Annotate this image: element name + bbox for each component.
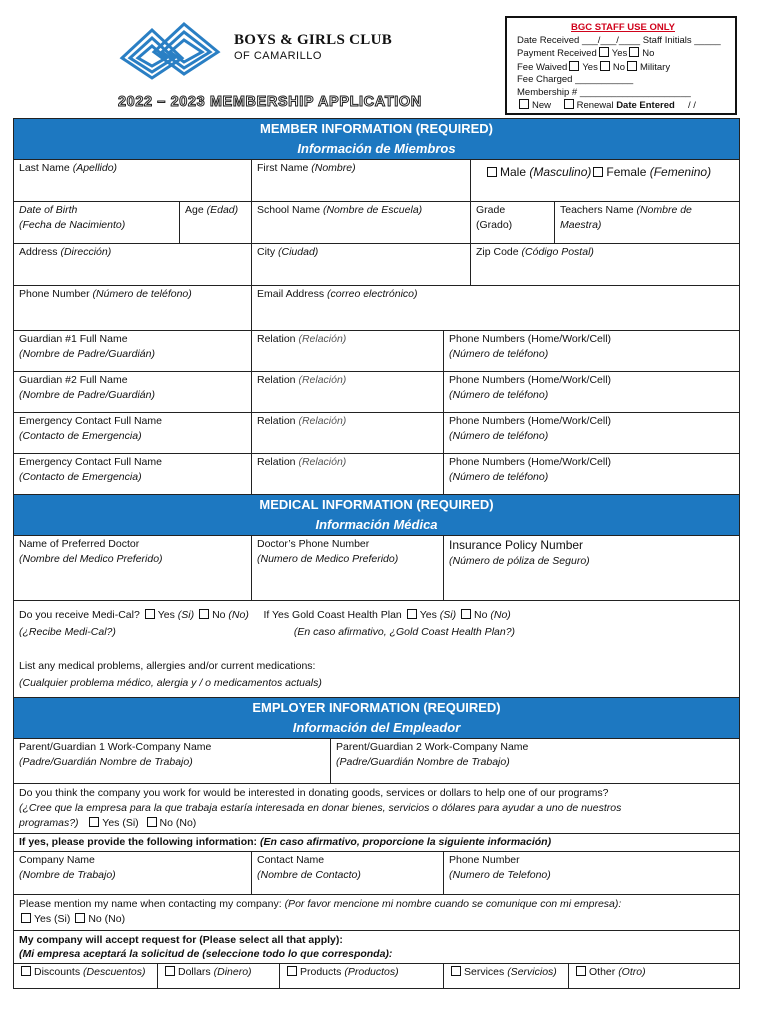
medi-cal-yes-checkbox[interactable]: [145, 609, 155, 619]
dob-row: [14, 201, 739, 243]
contact-name-field[interactable]: Guardian #2 Full Name (Nombre de Padre/Guardián): [14, 372, 252, 412]
name-row: [14, 159, 739, 201]
services-checkbox[interactable]: [451, 966, 461, 976]
contact-phone-field[interactable]: Phone Numbers (Home/Work/Cell) (Número de teléfono): [449, 374, 612, 401]
employer-section-header: [14, 697, 739, 738]
payment-yes-checkbox[interactable]: [599, 47, 609, 57]
medi-cal-question-es: (¿Recibe Medi-Cal?) (En caso afirmativo, ¿Gold Coast Health Plan?): [19, 626, 516, 638]
contact-row: [14, 330, 739, 371]
option-discounts[interactable]: Discounts (Descuentos): [14, 964, 158, 988]
teacher-field[interactable]: Teachers Name (Nombre de Maestra): [560, 204, 692, 231]
option-services[interactable]: Services (Servicios): [444, 964, 569, 988]
contact-row: [14, 412, 739, 453]
grade-field[interactable]: Grade (Grado): [471, 202, 555, 243]
medical-section-title: MEDICAL INFORMATION (REQUIRED): [259, 497, 494, 512]
option-products[interactable]: Products (Productos): [280, 964, 444, 988]
employer-section-title: EMPLOYER INFORMATION (REQUIRED): [252, 700, 501, 715]
doctor-name-field[interactable]: Name of Preferred Doctor (Nombre del Medico Preferido): [14, 536, 252, 600]
medical-problems-label-es: (Cualquier problema médico, alergia y / o medicamentos actuals): [19, 677, 322, 689]
donate-no-checkbox[interactable]: [147, 817, 157, 827]
contact-row: [14, 453, 739, 494]
last-name-field[interactable]: Last Name (Apellido): [14, 160, 252, 201]
medical-section-header: [14, 494, 739, 535]
waived-yes-checkbox[interactable]: [569, 61, 579, 71]
male-checkbox[interactable]: [487, 167, 497, 177]
phone-row: [14, 285, 739, 330]
gender-field: Male (Masculino) Female (Femenino): [471, 160, 739, 201]
club-logo: [118, 18, 418, 80]
contact-phone-field[interactable]: Phone Numbers (Home/Work/Cell) (Número de teléfono): [449, 456, 612, 483]
staff-line-fee-waived: Fee Waived Yes No Military: [517, 61, 671, 73]
first-name-field[interactable]: First Name (Nombre): [252, 160, 471, 201]
application-title: 2022 – 2023 MEMBERSHIP APPLICATION: [118, 94, 422, 110]
relation-field[interactable]: Relation (Relación): [252, 454, 444, 494]
company-contact-row: [14, 851, 739, 894]
org-subtitle: OF CAMARILLO: [234, 50, 322, 62]
member-section-title: MEMBER INFORMATION (REQUIRED): [259, 121, 494, 136]
doctor-row: [14, 535, 739, 600]
application-form: [13, 118, 740, 989]
staff-line-date[interactable]: Date Received ___/___/____ Staff Initials _____: [517, 34, 721, 46]
contact-row: [14, 371, 739, 412]
renewal-checkbox[interactable]: [564, 99, 574, 109]
donate-yes-checkbox[interactable]: [89, 817, 99, 827]
guardian1-company-field[interactable]: Parent/Guardian 1 Work-Company Name (Padre/Guardián Nombre de Trabajo): [14, 739, 331, 783]
zip-field[interactable]: Zip Code (Código Postal): [476, 246, 594, 258]
phone-field[interactable]: Phone Number (Número de teléfono): [14, 286, 252, 330]
option-dollars[interactable]: Dollars (Dinero): [158, 964, 280, 988]
donate-question: Do you think the company you work for would be interested in donating goods, services or dollars to help one of our programs? (¿Cree que la empresa para la que trabaja estaría interesada en donar bienes, servicios o dólares para ayudar a uno de nuestros programas?) Yes (Si) No (No): [14, 783, 739, 833]
contact-name-field[interactable]: Contact Name (Nombre de Contacto): [252, 852, 444, 894]
new-checkbox[interactable]: [519, 99, 529, 109]
payment-no-checkbox[interactable]: [629, 47, 639, 57]
contact-name-field[interactable]: Emergency Contact Full Name (Contacto de Emergencia): [14, 454, 252, 494]
relation-field[interactable]: Relation (Relación): [252, 331, 444, 371]
guardian2-company-field[interactable]: Parent/Guardian 2 Work-Company Name (Padre/Guardián Nombre de Trabajo): [336, 741, 529, 768]
products-checkbox[interactable]: [287, 966, 297, 976]
work-company-row: [14, 738, 739, 783]
company-name-field[interactable]: Company Name (Nombre de Trabajo): [14, 852, 252, 894]
member-section-subtitle: Información de Miembros: [297, 141, 456, 156]
medi-cal-question: Do you receive Medi-Cal? Yes (Si) No (No) If Yes Gold Coast Health Plan Yes (Si) No (No): [19, 609, 511, 621]
contact-name-field[interactable]: Guardian #1 Full Name (Nombre de Padre/Guardián): [14, 331, 252, 371]
member-section-header: [14, 119, 739, 159]
gold-coast-no-checkbox[interactable]: [461, 609, 471, 619]
gold-coast-yes-checkbox[interactable]: [407, 609, 417, 619]
staff-line-status: New Renewal Date Entered / /: [517, 99, 729, 113]
address-field[interactable]: Address (Dirección): [14, 244, 252, 285]
insurance-field[interactable]: Insurance Policy Number (Número de póliza de Seguro): [449, 538, 590, 567]
discounts-checkbox[interactable]: [21, 966, 31, 976]
dollars-checkbox[interactable]: [165, 966, 175, 976]
staff-box-title: BGC STAFF USE ONLY: [571, 22, 675, 33]
mention-no-checkbox[interactable]: [75, 913, 85, 923]
female-checkbox[interactable]: [593, 167, 603, 177]
staff-line-fee-charged[interactable]: Fee Charged ___________: [517, 74, 634, 85]
contact-name-field[interactable]: Emergency Contact Full Name (Contacto de Emergencia): [14, 413, 252, 453]
if-yes-label: If yes, please provide the following information: (En caso afirmativo, proporcione la siguiente información): [14, 833, 739, 851]
address-row: [14, 243, 739, 285]
dob-field[interactable]: Date of Birth (Fecha de Nacimiento): [14, 202, 180, 243]
medical-section-subtitle: Información Médica: [315, 517, 438, 532]
relation-field[interactable]: Relation (Relación): [252, 372, 444, 412]
option-other[interactable]: Other (Otro): [569, 964, 739, 988]
medical-details: [14, 600, 739, 697]
club-logo-icon: [118, 18, 228, 80]
doctor-phone-field[interactable]: Doctor’s Phone Number (Numero de Medico Preferido): [252, 536, 444, 600]
relation-field[interactable]: Relation (Relación): [252, 413, 444, 453]
staff-line-membership[interactable]: Membership # _____________________: [517, 86, 691, 98]
email-field[interactable]: Email Address (correo electrónico): [257, 288, 418, 300]
medi-cal-no-checkbox[interactable]: [199, 609, 209, 619]
contact-phone-field[interactable]: Phone Numbers (Home/Work/Cell) (Número de teléfono): [449, 333, 612, 360]
mention-question: Please mention my name when contacting my company: (Por favor mencione mi nombre cuando se comunique con mi empresa): Yes (Si) No (No): [14, 894, 739, 930]
city-field[interactable]: City (Ciudad): [252, 244, 471, 285]
contact-phone-field[interactable]: Phone Numbers (Home/Work/Cell) (Número de teléfono): [449, 415, 612, 442]
school-field[interactable]: School Name (Nombre de Escuela): [252, 202, 471, 243]
age-field[interactable]: Age (Edad): [180, 202, 252, 243]
mention-yes-checkbox[interactable]: [21, 913, 31, 923]
accept-request-label: My company will accept request for (Please select all that apply): (Mi empresa aceptará la solicitud de (seleccione todo lo que corresponda):: [14, 930, 739, 963]
medical-problems-label: List any medical problems, allergies and/or current medications:: [19, 660, 316, 672]
employer-section-subtitle: Información del Empleador: [292, 720, 461, 735]
waived-no-checkbox[interactable]: [600, 61, 610, 71]
waived-military-checkbox[interactable]: [627, 61, 637, 71]
staff-line-payment: Payment Received Yes No: [517, 48, 655, 59]
other-checkbox[interactable]: [576, 966, 586, 976]
accept-options-row: [14, 963, 739, 988]
staff-use-box: [505, 16, 737, 115]
org-name: BOYS & GIRLS CLUB: [234, 32, 393, 48]
company-phone-field[interactable]: Phone Number (Numero de Telefono): [449, 854, 551, 881]
